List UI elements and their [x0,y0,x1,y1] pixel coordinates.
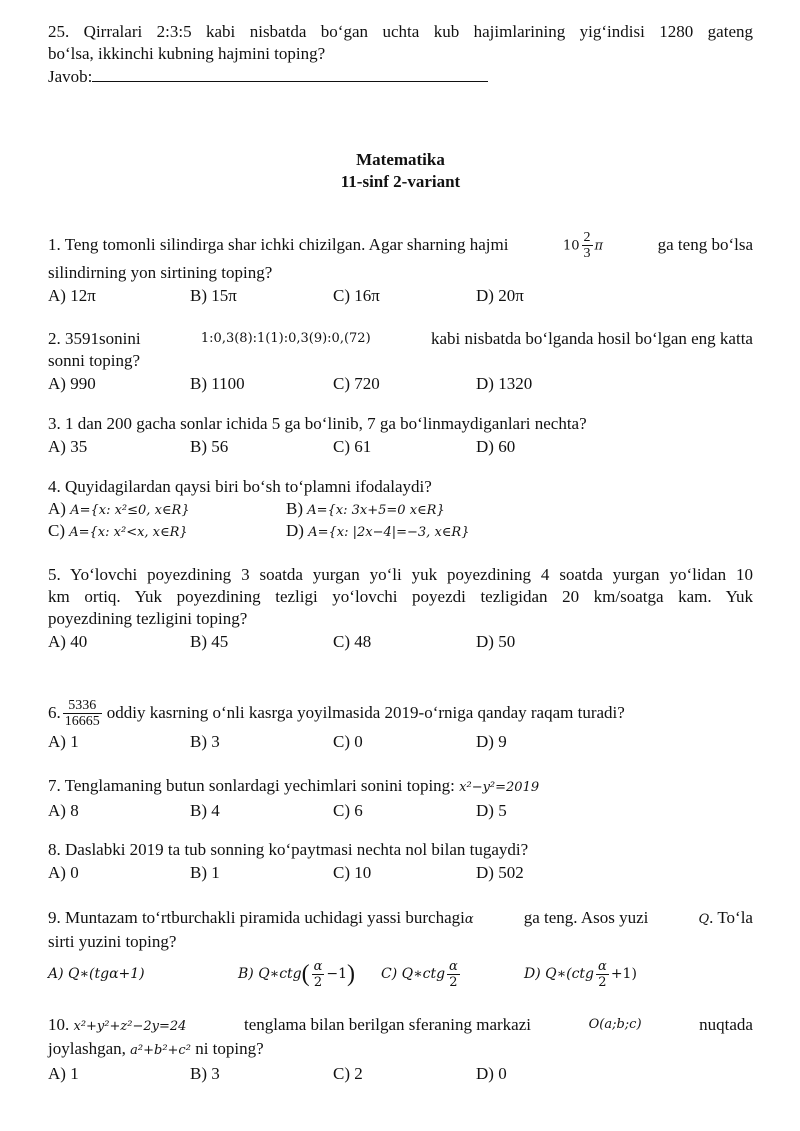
option-b[interactable]: B) 15π [190,286,237,305]
option-c[interactable]: C) 0 [333,732,363,751]
option-b[interactable]: B) Q∗ctg( $\frac{\alpha}{2}$ −1) [238,958,356,990]
question-text: 6. $\frac{5336}{16665}$ oddiy kasrning o‘nli kasrga yoyilmasida 2019-o‘rniga qanday raqam turadi? [48,697,625,729]
options-row [48,953,753,993]
option-a[interactable]: A) 8 [48,801,79,820]
question-text: 2. 3591sonini 1:0,3(8):1(1):0,3(9):0,(72) kabi nisbatda bo‘lganda hosil bo‘lgan eng katta [48,329,753,348]
option-a[interactable]: A) 0 [48,863,79,882]
question-1 [48,228,753,308]
option-b[interactable]: B) 56 [190,437,229,456]
options-row [48,1062,753,1086]
question-text: silindirning yon sirtining toping? [48,263,273,282]
option-c[interactable]: C) 16π [333,286,380,305]
question-text: km ortiq. Yuk poyezdining tezligi yo‘lovchi poyezdi tezligidan 20 km/soatga kam. Yuk [48,587,753,606]
options-row [48,630,753,654]
question-25 [48,21,753,88]
question-7 [48,775,753,823]
option-c[interactable]: C) 10 [333,863,372,882]
question-text: 8. Daslabki 2019 ta tub sonning ko‘paytmasi nechta nol bilan tugaydi? [48,840,529,859]
option-d[interactable]: D) 5 [476,801,507,820]
ratio-expression: 1:0,3(8):1(1):0,3(9):0,(72) [200,331,371,346]
question-10 [48,1014,753,1086]
options-row [48,284,753,308]
fraction: $\frac{5336}{16665}$ [64,697,100,729]
option-a[interactable]: A) Q∗(tgα+1) [48,966,145,982]
option-c[interactable]: C) 61 [333,437,372,456]
option-b[interactable]: B) 1100 [190,374,245,393]
question-text: sirti yuzini toping? [48,932,177,951]
options-row [48,520,753,542]
options-row [48,730,753,754]
question-text: joylashgan, a²+b²+c² ni toping? [48,1039,264,1058]
subject-title: Matematika [356,150,445,169]
option-d[interactable]: D) 502 [476,863,524,882]
option-c[interactable]: C) Q∗ctg $\frac{\alpha}{2}$ [381,958,458,990]
options-row [48,372,753,396]
question-text: 25. Qirralari 2:3:5 kabi nisbatda bo‘gan uchta kub hajimlarining yig‘indisi 1280 gateng [48,22,753,41]
question-4 [48,476,753,542]
option-b[interactable]: B) A={x: 3x+5=0 x∈R} [286,499,445,518]
options-row [48,498,753,520]
answer-blank-line[interactable] [92,65,488,82]
question-text: 10. x²+y²+z²−2y=24 tenglama bilan berilgan sferaning markazi O(a;b;c) nuqtada [48,1014,753,1038]
option-d[interactable]: D) 9 [476,732,507,751]
option-b[interactable]: B) 1 [190,863,220,882]
option-d[interactable]: D) 1320 [476,374,533,393]
option-c[interactable]: C) 2 [333,1064,363,1083]
question-text: 5. Yo‘lovchi poyezdining 3 soatda yurgan yo‘li yuk poyezdining 4 soatda yurgan yo‘lidan 10 [48,565,753,584]
question-9 [48,907,753,993]
option-a[interactable]: A) 1 [48,732,79,751]
option-c[interactable]: C) A={x: x²<x, x∈R} [48,521,188,540]
equation: x²+y²+z²−2y=24 [73,1019,187,1034]
option-d[interactable]: D) 60 [476,437,516,456]
option-a[interactable]: A) 990 [48,374,96,393]
option-b[interactable]: B) 45 [190,632,229,651]
question-text: 1. Teng tomonli silindirga shar ichki chizilgan. Agar sharning hajmi 10 $\frac{2}{3}$ π ga teng bo‘lsa [48,229,753,261]
option-a[interactable]: A) A={x: x²≤0, x∈R} [48,499,190,518]
question-3 [48,413,753,459]
center-point: O(a;b;c) [588,1017,642,1032]
question-2 [48,328,753,396]
option-a[interactable]: A) 40 [48,632,88,651]
question-text: poyezdining tezligini toping? [48,609,248,628]
option-d[interactable]: D) A={x: |2x−4|=−3, x∈R} [286,521,470,540]
answer-label: Javob: [48,67,93,86]
option-a[interactable]: A) 12π [48,286,96,305]
option-d[interactable]: D) Q∗(ctg $\frac{\alpha}{2}$ +1) [524,958,637,990]
option-b[interactable]: B) 3 [190,732,220,751]
option-d[interactable]: D) 50 [476,632,516,651]
question-text: bo‘lsa, ikkinchi kubning hajmini toping? [48,44,326,63]
question-text: 4. Quyidagilardan qaysi biri bo‘sh to‘plamni ifodalaydi? [48,477,432,496]
options-row [48,861,753,885]
option-d[interactable]: D) 20π [476,286,524,305]
variant-title: 11-sinf 2-variant [340,172,461,191]
answer-row [48,65,753,88]
option-c[interactable]: C) 48 [333,632,372,651]
option-a[interactable]: A) 1 [48,1064,79,1083]
question-8 [48,839,753,885]
equation: x²−y²=2019 [459,780,540,795]
question-text: 7. Tenglamaning butun sonlardagi yechimlari sonini toping: x²−y²=2019 [48,776,540,795]
question-text: 9. Muntazam to‘rtburchakli piramida uchidagi yassi burchagiα ga teng. Asos yuzi Q. To‘la [48,908,753,927]
question-text: sonni toping? [48,351,141,370]
volume-expression: 10 $\frac{2}{3}$ π [562,229,604,261]
options-row [48,799,753,823]
question-6 [48,696,753,754]
question-5 [48,564,753,654]
option-c[interactable]: C) 6 [333,801,363,820]
option-a[interactable]: A) 35 [48,437,88,456]
option-c[interactable]: C) 720 [333,374,380,393]
question-text: 3. 1 dan 200 gacha sonlar ichida 5 ga bo‘linib, 7 ga bo‘linmaydiganlari nechta? [48,414,587,433]
options-row [48,435,753,459]
option-b[interactable]: B) 3 [190,1064,220,1083]
option-d[interactable]: D) 0 [476,1064,507,1083]
option-b[interactable]: B) 4 [190,801,220,820]
variant-header [48,149,753,193]
